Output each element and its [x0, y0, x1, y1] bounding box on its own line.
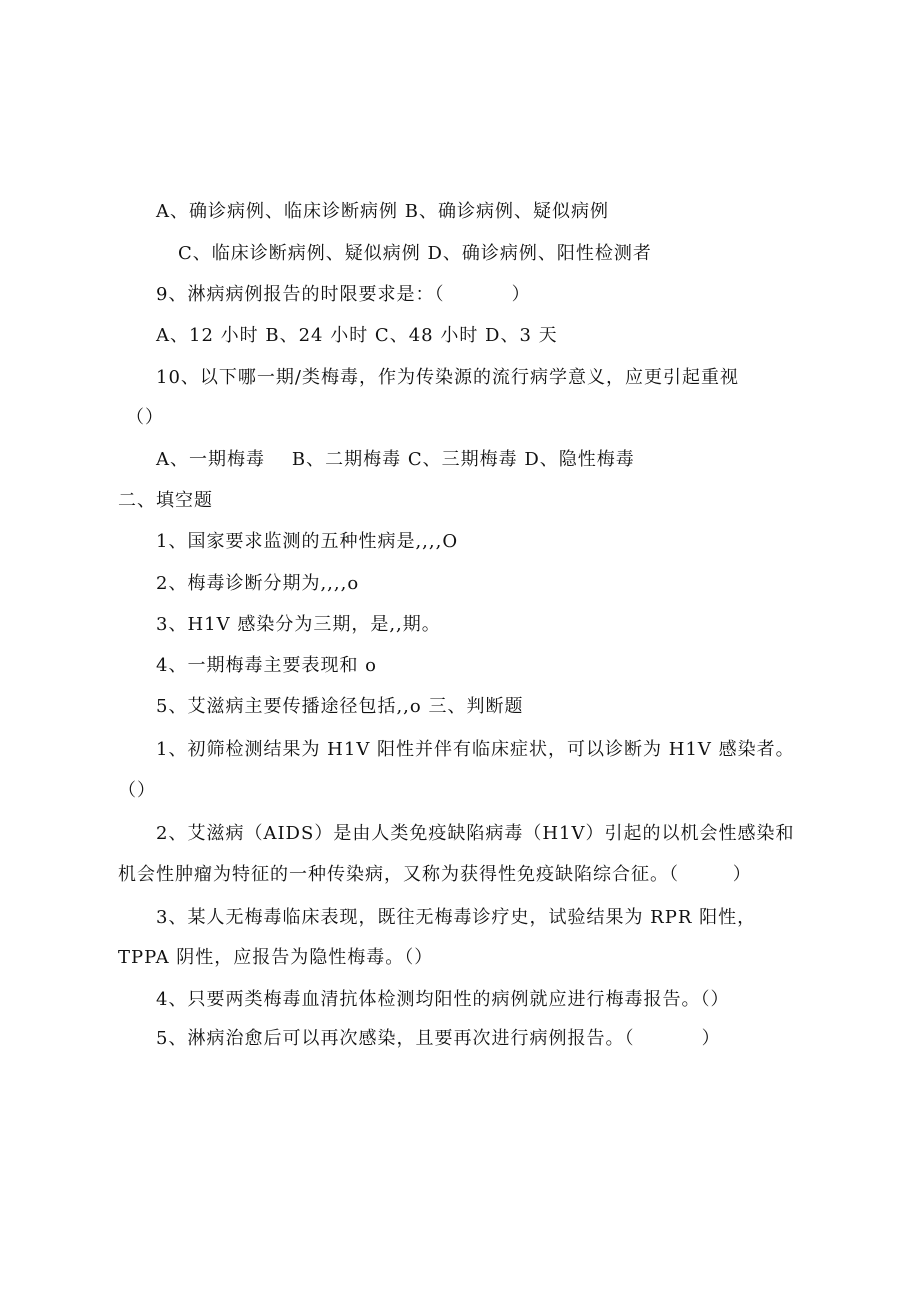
- judge-question-2-cont: 机会性肿瘤为特征的一种传染病，又称为获得性免疫缺陷综合征。（ ）: [118, 864, 752, 885]
- judge-question-3-cont: TPPA 阴性，应报告为隐性梅毒。（）: [118, 947, 434, 968]
- judge-question-4: 4、只要两类梅毒血清抗体检测均阳性的病例就应进行梅毒报告。（）: [156, 989, 730, 1010]
- fill-question-1: 1、国家要求监测的五种性病是,,,,O: [156, 531, 459, 552]
- option-line-8: A、确诊病例、临床诊断病例 B、确诊病例、疑似病例: [156, 201, 609, 222]
- judge-question-3: 3、某人无梅毒临床表现，既往无梅毒诊疗史，试验结果为 RPR 阳性，: [156, 907, 757, 928]
- judge-question-1-paren: （）: [118, 780, 156, 801]
- fill-question-3: 3、H1V 感染分为三期，是,,期。: [156, 614, 441, 635]
- question-10: 10、以下哪一期/类梅毒，作为传染源的流行病学意义，应更引起重视: [156, 367, 739, 388]
- options-10: A、一期梅毒 B、二期梅毒 C、三期梅毒 D、隐性梅毒: [156, 449, 635, 470]
- judge-question-2: 2、艾滋病（AIDS）是由人类免疫缺陷病毒（H1V）引起的以机会性感染和: [156, 823, 795, 844]
- fill-question-4: 4、一期梅毒主要表现和 o: [156, 655, 378, 676]
- question-10-paren: （）: [126, 407, 164, 428]
- fill-question-2: 2、梅毒诊断分期为,,,,o: [156, 573, 360, 594]
- judge-question-1: 1、初筛检测结果为 H1V 阳性并伴有临床症状，可以诊断为 H1V 感染者。: [156, 739, 795, 760]
- section-heading-fill-in: 二、填空题: [118, 490, 213, 511]
- options-9: A、12 小时 B、24 小时 C、48 小时 D、3 天: [156, 325, 558, 346]
- option-line-8-cont: C、临床诊断病例、疑似病例 D、确诊病例、阳性检测者: [178, 243, 652, 264]
- fill-question-5: 5、艾滋病主要传播途径包括,,o 三、判断题: [156, 696, 524, 717]
- judge-question-5: 5、淋病治愈后可以再次感染，且要再次进行病例报告。（ ）: [156, 1028, 721, 1049]
- question-9: 9、淋病病例报告的时限要求是：（ ）: [156, 284, 531, 305]
